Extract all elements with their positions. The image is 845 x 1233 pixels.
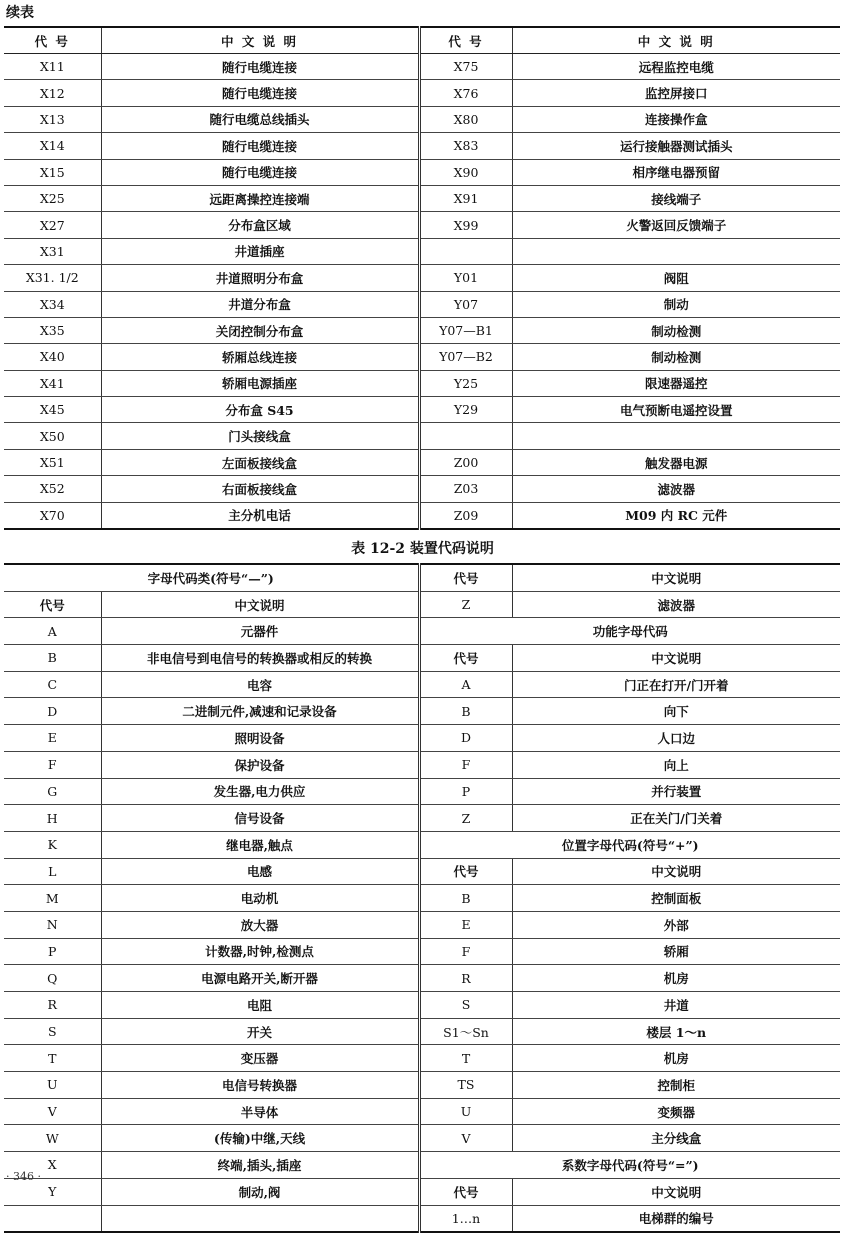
code-cell: X99 (419, 212, 512, 238)
description-cell: 制动检测 (512, 317, 840, 343)
code-cell: X40 (4, 344, 101, 370)
table-row (4, 291, 840, 317)
description-cell: 继电器,触点 (101, 831, 419, 858)
header-desc-right: 中 文 说 明 (512, 27, 840, 54)
code-cell: M (4, 885, 101, 912)
header-code-right: 代 号 (419, 27, 512, 54)
code-cell: X31. 1/2 (4, 265, 101, 291)
code-cell: X27 (4, 212, 101, 238)
code-cell: U (4, 1072, 101, 1099)
code-cell: V (419, 1125, 512, 1152)
code-cell: E (419, 911, 512, 938)
empty-cell (4, 1205, 101, 1232)
description-cell: 火警返回反馈端子 (512, 212, 840, 238)
description-cell: 电动机 (101, 885, 419, 912)
code-cell: X14 (4, 133, 101, 159)
code-cell: B (4, 645, 101, 672)
description-cell: 外部 (512, 911, 840, 938)
code-cell: X75 (419, 54, 512, 80)
description-cell: 远距离操控连接端 (101, 185, 419, 211)
description-cell: 发生器,电力供应 (101, 778, 419, 805)
code-cell: P (419, 778, 512, 805)
code-cell: R (419, 965, 512, 992)
device-code-table (4, 563, 840, 1233)
description-cell: 非电信号到电信号的转换器或相反的转换 (101, 645, 419, 672)
description-cell: 轿厢总线连接 (101, 344, 419, 370)
code-cell: F (4, 751, 101, 778)
description-cell: 相序继电器预留 (512, 159, 840, 185)
code-cell: X12 (4, 80, 101, 106)
table-caption: 表 12-2 装置代码说明 (351, 541, 494, 557)
table-row (4, 317, 840, 343)
code-cell: Z00 (419, 449, 512, 475)
code-cell: Z03 (419, 476, 512, 502)
description-cell: 随行电缆连接 (101, 80, 419, 106)
code-cell: X13 (4, 106, 101, 132)
description-cell: 半导体 (101, 1098, 419, 1125)
description-cell: 随行电缆总线插头 (101, 106, 419, 132)
code-cell: Y29 (419, 397, 512, 423)
description-cell: 随行电缆连接 (101, 159, 419, 185)
code-cell: Y01 (419, 265, 512, 291)
code-cell: X51 (4, 449, 101, 475)
table-row (4, 858, 840, 885)
header-code-left: 代 号 (4, 27, 101, 54)
description-cell: 井道照明分布盒 (101, 265, 419, 291)
table-row (4, 1178, 840, 1205)
description-cell: 照明设备 (101, 725, 419, 752)
description-cell: 分布盒区域 (101, 212, 419, 238)
code-cell (419, 423, 512, 449)
code-cell (419, 238, 512, 264)
description-cell: 信号设备 (101, 805, 419, 832)
description-cell: 并行装置 (512, 778, 840, 805)
table-row (4, 1018, 840, 1045)
description-cell: 二进制元件,减速和记录设备 (101, 698, 419, 725)
table-row (4, 778, 840, 805)
code-cell: Y (4, 1178, 101, 1205)
code-cell: Y07 (419, 291, 512, 317)
header-desc-left: 中 文 说 明 (101, 27, 419, 54)
table-row (4, 1125, 840, 1152)
header-description: 中文说明 (512, 1178, 840, 1205)
code-cell: H (4, 805, 101, 832)
code-cell: X34 (4, 291, 101, 317)
description-cell: 右面板接线盒 (101, 476, 419, 502)
code-cell: S (4, 1018, 101, 1045)
header-description: 中文说明 (512, 645, 840, 672)
table-row (4, 449, 840, 475)
description-cell (512, 238, 840, 264)
description-cell: 接线端子 (512, 185, 840, 211)
description-cell: 变频器 (512, 1098, 840, 1125)
code-cell: C (4, 671, 101, 698)
description-cell: 机房 (512, 1045, 840, 1072)
table-row (4, 502, 840, 529)
description-cell: 楼层 1～n (512, 1018, 840, 1045)
code-cell: D (419, 725, 512, 752)
code-cell: Y07—B1 (419, 317, 512, 343)
code-cell: P (4, 938, 101, 965)
description-cell: 机房 (512, 965, 840, 992)
code-cell: R (4, 992, 101, 1019)
description-cell: 井道插座 (101, 238, 419, 264)
table-row (4, 645, 840, 672)
header-code: 代号 (4, 591, 101, 618)
table-row (4, 370, 840, 396)
code-cell: X76 (419, 80, 512, 106)
code-cell: Z (419, 805, 512, 832)
description-cell: 放大器 (101, 911, 419, 938)
table-row (4, 423, 840, 449)
code-cell: Y07—B2 (419, 344, 512, 370)
table-row (4, 476, 840, 502)
code-cell: T (419, 1045, 512, 1072)
code-cell: Z (419, 591, 512, 618)
code-cell: X80 (419, 106, 512, 132)
table-row (4, 938, 840, 965)
description-cell: 制动检测 (512, 344, 840, 370)
description-cell: 随行电缆连接 (101, 54, 419, 80)
description-cell: 电信号转换器 (101, 1072, 419, 1099)
header-code: 代号 (419, 858, 512, 885)
description-cell: 电感 (101, 858, 419, 885)
header-code: 代号 (419, 645, 512, 672)
description-cell: 井道分布盒 (101, 291, 419, 317)
code-cell: S (419, 992, 512, 1019)
description-cell: 主分机电话 (101, 502, 419, 529)
description-cell: 关闭控制分布盒 (101, 317, 419, 343)
header-code: 代号 (419, 1178, 512, 1205)
description-cell: 主分线盒 (512, 1125, 840, 1152)
description-cell: 保护设备 (101, 751, 419, 778)
code-cell: X41 (4, 370, 101, 396)
code-cell: K (4, 831, 101, 858)
description-cell: 制动 (512, 291, 840, 317)
table-row (4, 106, 840, 132)
table-row (4, 238, 840, 264)
description-cell: 限速器遥控 (512, 370, 840, 396)
code-cell: X91 (419, 185, 512, 211)
description-cell: 开关 (101, 1018, 419, 1045)
table-row (4, 885, 840, 912)
description-cell: 控制柜 (512, 1072, 840, 1099)
description-cell: 分布盒 S45 (101, 397, 419, 423)
table-row (4, 965, 840, 992)
code-cell: E (4, 725, 101, 752)
code-cell: V (4, 1098, 101, 1125)
description-cell: 门正在打开/门开着 (512, 671, 840, 698)
empty-cell (101, 1205, 419, 1232)
description-cell: 人口边 (512, 725, 840, 752)
description-cell: 正在关门/门关着 (512, 805, 840, 832)
description-cell: 运行接触器测试插头 (512, 133, 840, 159)
table-row (4, 185, 840, 211)
code-cell: B (419, 885, 512, 912)
description-cell: 元器件 (101, 618, 419, 645)
code-cell: N (4, 911, 101, 938)
description-cell: 电梯群的编号 (638, 1211, 714, 1227)
description-cell: 滤波器 (512, 476, 840, 502)
function-code-title: 功能字母代码 (419, 618, 840, 645)
code-cell: G (4, 778, 101, 805)
table-row (4, 397, 840, 423)
table-row (4, 591, 840, 618)
table-row (4, 671, 840, 698)
code-cell: W (4, 1125, 101, 1152)
code-cell: X70 (4, 502, 101, 529)
table-row (4, 992, 840, 1019)
description-cell: 终端,插头,插座 (101, 1152, 419, 1179)
continued-label: 续表 (6, 5, 34, 21)
description-cell: 变压器 (101, 1045, 419, 1072)
description-cell: 控制面板 (512, 885, 840, 912)
description-cell: 电阻 (101, 992, 419, 1019)
code-cell: 1…n (419, 1205, 512, 1232)
table-row (4, 751, 840, 778)
table-row (4, 133, 840, 159)
description-cell: 监控屏接口 (512, 80, 840, 106)
description-cell: 阀阻 (512, 265, 840, 291)
table-row (4, 911, 840, 938)
description-cell: 滤波器 (512, 591, 840, 618)
code-cell: Z09 (419, 502, 512, 529)
description-cell: (传输)中继,天线 (101, 1125, 419, 1152)
table-row (4, 805, 840, 832)
code-cell: F (419, 938, 512, 965)
code-cell: X83 (419, 133, 512, 159)
table-row (4, 80, 840, 106)
description-cell: 电气预断电遥控设置 (512, 397, 840, 423)
code-cell: B (419, 698, 512, 725)
header-code: 代号 (419, 564, 512, 591)
code-cell: X31 (4, 238, 101, 264)
table-row (4, 265, 840, 291)
header-description: 中文说明 (512, 564, 840, 591)
code-cell: L (4, 858, 101, 885)
description-cell: M09 内 RC 元件 (625, 508, 728, 524)
table-row (4, 54, 840, 80)
table-row (4, 564, 840, 591)
description-cell: 左面板接线盒 (101, 449, 419, 475)
code-cell: Y25 (419, 370, 512, 396)
code-cell: TS (419, 1072, 512, 1099)
table-row (4, 618, 840, 645)
description-cell: 轿厢 (512, 938, 840, 965)
code-cell: X11 (4, 54, 101, 80)
code-cell: Q (4, 965, 101, 992)
header-description: 中文说明 (101, 591, 419, 618)
description-cell (512, 423, 840, 449)
code-cell: X (4, 1152, 101, 1179)
table-row (4, 1205, 840, 1232)
code-cell: T (4, 1045, 101, 1072)
position-code-title: 位置字母代码(符号“+”) (419, 831, 840, 858)
table-row (4, 698, 840, 725)
code-cell: X90 (419, 159, 512, 185)
code-cell: X35 (4, 317, 101, 343)
coefficient-code-title: 系数字母代码(符号“=”) (419, 1152, 840, 1179)
table-row (4, 1072, 840, 1099)
table-row (4, 725, 840, 752)
table-row (4, 212, 840, 238)
description-cell: 轿厢电源插座 (101, 370, 419, 396)
table-row (4, 344, 840, 370)
table-header-row (4, 27, 840, 54)
table-row (4, 159, 840, 185)
description-cell: 随行电缆连接 (101, 133, 419, 159)
description-cell: 连接操作盒 (512, 106, 840, 132)
description-cell: 电源电路开关,断开器 (101, 965, 419, 992)
description-cell: 触发器电源 (512, 449, 840, 475)
description-cell: 电容 (101, 671, 419, 698)
table-row (4, 1152, 840, 1179)
description-cell: 远程监控电缆 (512, 54, 840, 80)
letter-code-title: 字母代码类(符号“—”) (4, 564, 419, 591)
code-cell: U (419, 1098, 512, 1125)
table-row (4, 1045, 840, 1072)
code-cell: A (419, 671, 512, 698)
description-cell: 门头接线盒 (101, 423, 419, 449)
code-cell: F (419, 751, 512, 778)
code-cell: X50 (4, 423, 101, 449)
description-cell: 向下 (512, 698, 840, 725)
code-cell: X52 (4, 476, 101, 502)
header-description: 中文说明 (512, 858, 840, 885)
code-cell: S1～Sn (419, 1018, 512, 1045)
description-cell: 向上 (512, 751, 840, 778)
description-cell: 井道 (512, 992, 840, 1019)
description-cell: 计数器,时钟,检测点 (101, 938, 419, 965)
code-cell: X45 (4, 397, 101, 423)
page-number: · 346 · (6, 1170, 41, 1183)
code-cell: D (4, 698, 101, 725)
code-cell: A (4, 618, 101, 645)
table-row (4, 831, 840, 858)
code-table-continued (4, 26, 840, 530)
code-cell: X15 (4, 159, 101, 185)
code-cell: X25 (4, 185, 101, 211)
description-cell: 制动,阀 (101, 1178, 419, 1205)
table-row (4, 1098, 840, 1125)
